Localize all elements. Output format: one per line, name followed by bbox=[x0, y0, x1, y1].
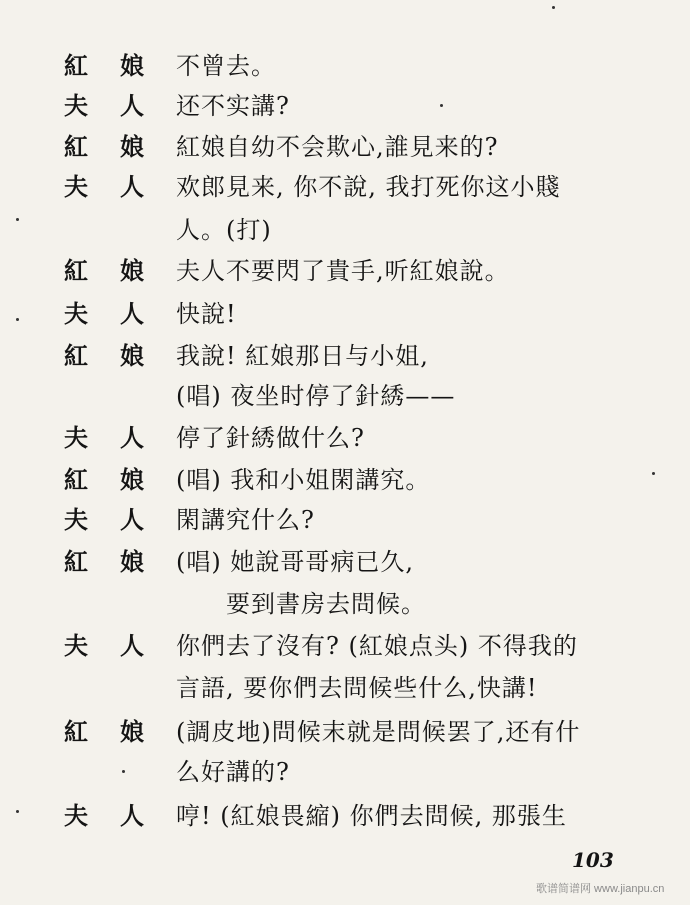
dialogue-line bbox=[0, 626, 690, 666]
speaker-char: 紅 bbox=[64, 51, 88, 80]
speaker-char: 紅 bbox=[64, 132, 88, 161]
dialogue-line bbox=[0, 418, 690, 458]
dialogue-line bbox=[0, 336, 690, 376]
speaker-name bbox=[64, 418, 164, 458]
speaker-char: 人 bbox=[120, 299, 144, 328]
dialogue-text: 不曾去。 bbox=[176, 52, 276, 80]
speaker-name bbox=[64, 376, 164, 416]
dialogue-text: (唱) 夜坐时停了針綉—— bbox=[176, 382, 456, 410]
dialogue-text: 快說! bbox=[176, 300, 237, 328]
speaker-name bbox=[64, 752, 164, 792]
speaker-char: 紅 bbox=[64, 717, 88, 746]
speaker-char: 人 bbox=[120, 631, 144, 660]
speaker-char: 娘 bbox=[120, 341, 144, 370]
speaker-name bbox=[64, 668, 164, 708]
dialogue-text: 还不实講? bbox=[176, 92, 290, 120]
site-watermark: 歌谱简谱网 www.jianpu.cn bbox=[536, 883, 665, 895]
speaker-char: 人 bbox=[120, 423, 144, 452]
speaker-char: 夫 bbox=[64, 423, 88, 452]
dialogue-line bbox=[0, 86, 690, 126]
speaker-name bbox=[64, 294, 164, 334]
speaker-char: 夫 bbox=[64, 299, 88, 328]
dialogue-line bbox=[0, 251, 690, 291]
dialogue-line bbox=[0, 542, 690, 582]
speaker-char: 娘 bbox=[120, 465, 144, 494]
dialogue-text: 我說! 紅娘那日与小姐, bbox=[176, 342, 429, 370]
speaker-char: 夫 bbox=[64, 631, 88, 660]
speaker-char: 紅 bbox=[64, 547, 88, 576]
speaker-name bbox=[64, 626, 164, 666]
dialogue-text: 么好講的? bbox=[176, 758, 290, 786]
speaker-char: 人 bbox=[120, 172, 144, 201]
speaker-name bbox=[64, 460, 164, 500]
ink-speck bbox=[16, 810, 19, 813]
dialogue-line bbox=[0, 712, 690, 752]
speaker-char: 紅 bbox=[64, 341, 88, 370]
dialogue-text: 紅娘自幼不会欺心,誰見来的? bbox=[176, 133, 499, 161]
speaker-char: 人 bbox=[120, 91, 144, 120]
dialogue-text: 閑講究什么? bbox=[176, 506, 315, 534]
dialogue-line bbox=[0, 460, 690, 500]
dialogue-line bbox=[0, 668, 690, 708]
speaker-name bbox=[64, 86, 164, 126]
speaker-name bbox=[64, 712, 164, 752]
speaker-name bbox=[64, 251, 164, 291]
dialogue-line bbox=[0, 376, 690, 416]
dialogue-line bbox=[0, 796, 690, 836]
dialogue-text: 夫人不要閃了貴手,听紅娘說。 bbox=[176, 257, 510, 285]
ink-speck bbox=[440, 104, 443, 107]
dialogue-line bbox=[0, 294, 690, 334]
speaker-char: 娘 bbox=[120, 717, 144, 746]
dialogue-text: 欢郎見来, 你不說, 我打死你这小賤 bbox=[176, 173, 561, 201]
speaker-name bbox=[64, 500, 164, 540]
speaker-char: 夫 bbox=[64, 91, 88, 120]
ink-speck bbox=[552, 6, 555, 9]
speaker-char: 夫 bbox=[64, 172, 88, 201]
speaker-char: 娘 bbox=[120, 256, 144, 285]
ink-speck bbox=[122, 770, 125, 773]
dialogue-text: 你們去了沒有? (紅娘点头) 不得我的 bbox=[176, 632, 578, 660]
dialogue-line bbox=[0, 167, 690, 207]
dialogue-text: (唱) 她說哥哥病已久, bbox=[176, 548, 414, 576]
speaker-char: 夫 bbox=[64, 505, 88, 534]
dialogue-line bbox=[0, 584, 690, 624]
speaker-name bbox=[64, 210, 164, 250]
speaker-char: 娘 bbox=[120, 51, 144, 80]
dialogue-text: 哼! (紅娘畏縮) 你們去問候, 那張生 bbox=[176, 802, 567, 830]
speaker-name bbox=[64, 46, 164, 86]
speaker-char: 娘 bbox=[120, 132, 144, 161]
dialogue-text: 要到書房去問候。 bbox=[226, 590, 426, 618]
speaker-name bbox=[64, 796, 164, 836]
speaker-char: 人 bbox=[120, 505, 144, 534]
dialogue-line bbox=[0, 500, 690, 540]
dialogue-text: (唱) 我和小姐閑講究。 bbox=[176, 466, 431, 494]
speaker-name bbox=[64, 336, 164, 376]
ink-speck bbox=[652, 472, 655, 475]
page-number: 103 bbox=[572, 848, 614, 872]
speaker-char: 紅 bbox=[64, 256, 88, 285]
dialogue-text: 停了針綉做什么? bbox=[176, 424, 365, 452]
dialogue-text: (調皮地)問候末就是問候罢了,还有什 bbox=[176, 718, 581, 746]
speaker-char: 人 bbox=[120, 801, 144, 830]
dialogue-line bbox=[0, 46, 690, 86]
dialogue-line bbox=[0, 127, 690, 167]
speaker-name bbox=[64, 542, 164, 582]
speaker-name bbox=[64, 167, 164, 207]
speaker-char: 夫 bbox=[64, 801, 88, 830]
dialogue-text: 言語, 要你們去問候些什么,快講! bbox=[176, 674, 538, 702]
dialogue-text: 人。(打) bbox=[176, 216, 272, 244]
speaker-name bbox=[64, 584, 164, 624]
dialogue-line bbox=[0, 752, 690, 792]
speaker-char: 娘 bbox=[120, 547, 144, 576]
speaker-name bbox=[64, 127, 164, 167]
speaker-char: 紅 bbox=[64, 465, 88, 494]
ink-speck bbox=[16, 218, 19, 221]
ink-speck bbox=[16, 318, 19, 321]
dialogue-line bbox=[0, 210, 690, 250]
